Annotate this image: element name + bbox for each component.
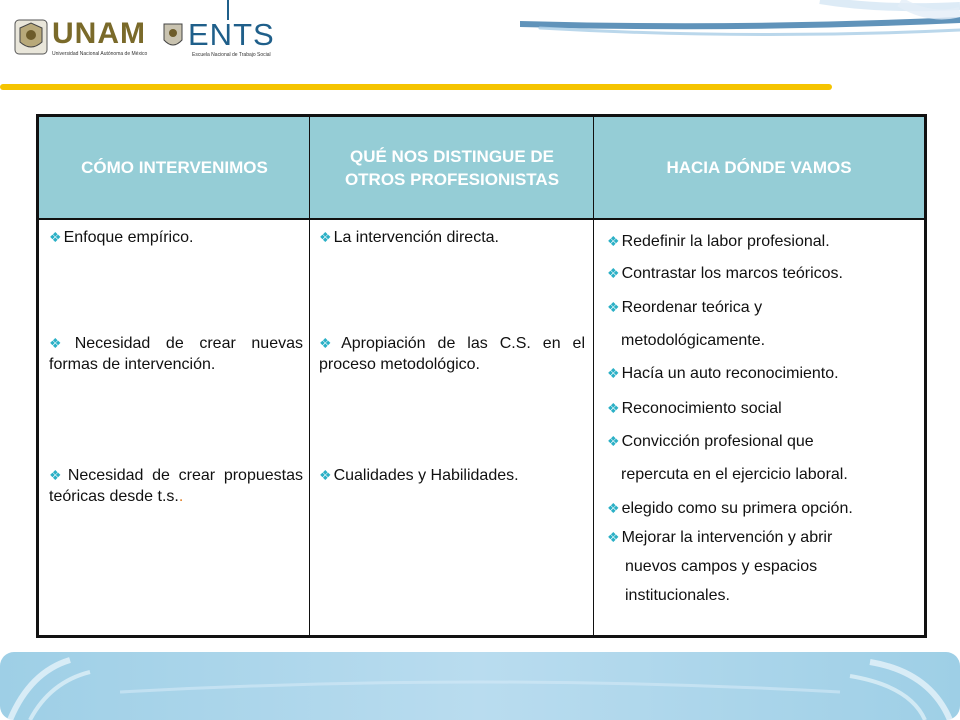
list-item: ❖ elegido como su primera opción. xyxy=(607,500,853,517)
list-item-continuation: institucionales. xyxy=(625,587,730,604)
list-item: ❖ Mejorar la intervención y abrir xyxy=(607,529,833,546)
decorative-swoosh-top xyxy=(520,0,960,60)
list-item-continuation: metodológicamente. xyxy=(621,332,766,349)
diamond-bullet-icon: ❖ xyxy=(49,229,62,245)
diamond-bullet-icon: ❖ xyxy=(607,299,620,315)
ents-logo xyxy=(162,0,292,62)
list-item: ❖ Necesidad de crear nuevas formas de intervención. xyxy=(49,335,303,373)
unam-seal-icon xyxy=(14,18,48,56)
ents-seal-icon xyxy=(162,20,184,50)
list-item: ❖ Enfoque empírico. xyxy=(49,229,194,246)
column-header-hacia-donde-vamos: HACIA DÓNDE VAMOS xyxy=(666,158,852,177)
column-divider xyxy=(309,117,310,635)
list-item: ❖ Necesidad de crear propuestas teóricas desde t.s.. xyxy=(49,467,303,505)
list-item-continuation: nuevos campos y espacios xyxy=(625,558,818,575)
diamond-bullet-icon: ❖ xyxy=(319,229,332,245)
column-divider xyxy=(593,117,594,635)
list-item-continuation: repercuta en el ejercicio laboral. xyxy=(621,466,848,483)
diamond-bullet-icon: ❖ xyxy=(319,467,332,483)
list-item: ❖ Apropiación de las C.S. en el proceso metodológico. xyxy=(319,335,585,373)
diamond-bullet-icon: ❖ xyxy=(49,467,66,483)
diamond-bullet-icon: ❖ xyxy=(607,500,620,516)
list-item: ❖ Contrastar los marcos teóricos. xyxy=(607,265,843,282)
comparison-table xyxy=(36,114,927,638)
diamond-bullet-icon: ❖ xyxy=(607,233,620,249)
diamond-bullet-icon: ❖ xyxy=(607,400,620,416)
ents-brand-text: ENTS xyxy=(188,17,275,52)
list-item: ❖ La intervención directa. xyxy=(319,229,499,246)
list-item: ❖ Hacía un auto reconocimiento. xyxy=(607,365,839,382)
diamond-bullet-icon: ❖ xyxy=(607,265,620,281)
diamond-bullet-icon: ❖ xyxy=(319,335,340,351)
list-item: ❖ Convicción profesional que xyxy=(607,433,814,450)
unam-subtitle: Universidad Nacional Autónoma de México xyxy=(52,51,148,57)
decorative-wave-footer xyxy=(0,652,960,720)
list-item: ❖ Cualidades y Habilidades. xyxy=(319,467,519,484)
diamond-bullet-icon: ❖ xyxy=(607,433,620,449)
list-item: ❖ Reconocimiento social xyxy=(607,400,782,417)
ents-subtitle: Escuela Nacional de Trabajo Social xyxy=(192,52,271,58)
diamond-bullet-icon: ❖ xyxy=(607,365,620,381)
table-header-row xyxy=(39,117,924,220)
accent-bar xyxy=(0,84,832,90)
list-item: ❖ Redefinir la labor profesional. xyxy=(607,233,830,250)
list-item: ❖ Reordenar teórica y xyxy=(607,299,763,316)
diamond-bullet-icon: ❖ xyxy=(607,529,620,545)
column-header-como-intervenimos: CÓMO INTERVENIMOS xyxy=(81,158,268,177)
column-header-que-nos-distingue: QUÉ NOS DISTINGUE DE OTROS PROFESIONISTAS xyxy=(344,146,560,189)
unam-brand-text: UNAM xyxy=(52,17,146,50)
diamond-bullet-icon: ❖ xyxy=(49,335,73,351)
slide-header xyxy=(0,0,960,95)
